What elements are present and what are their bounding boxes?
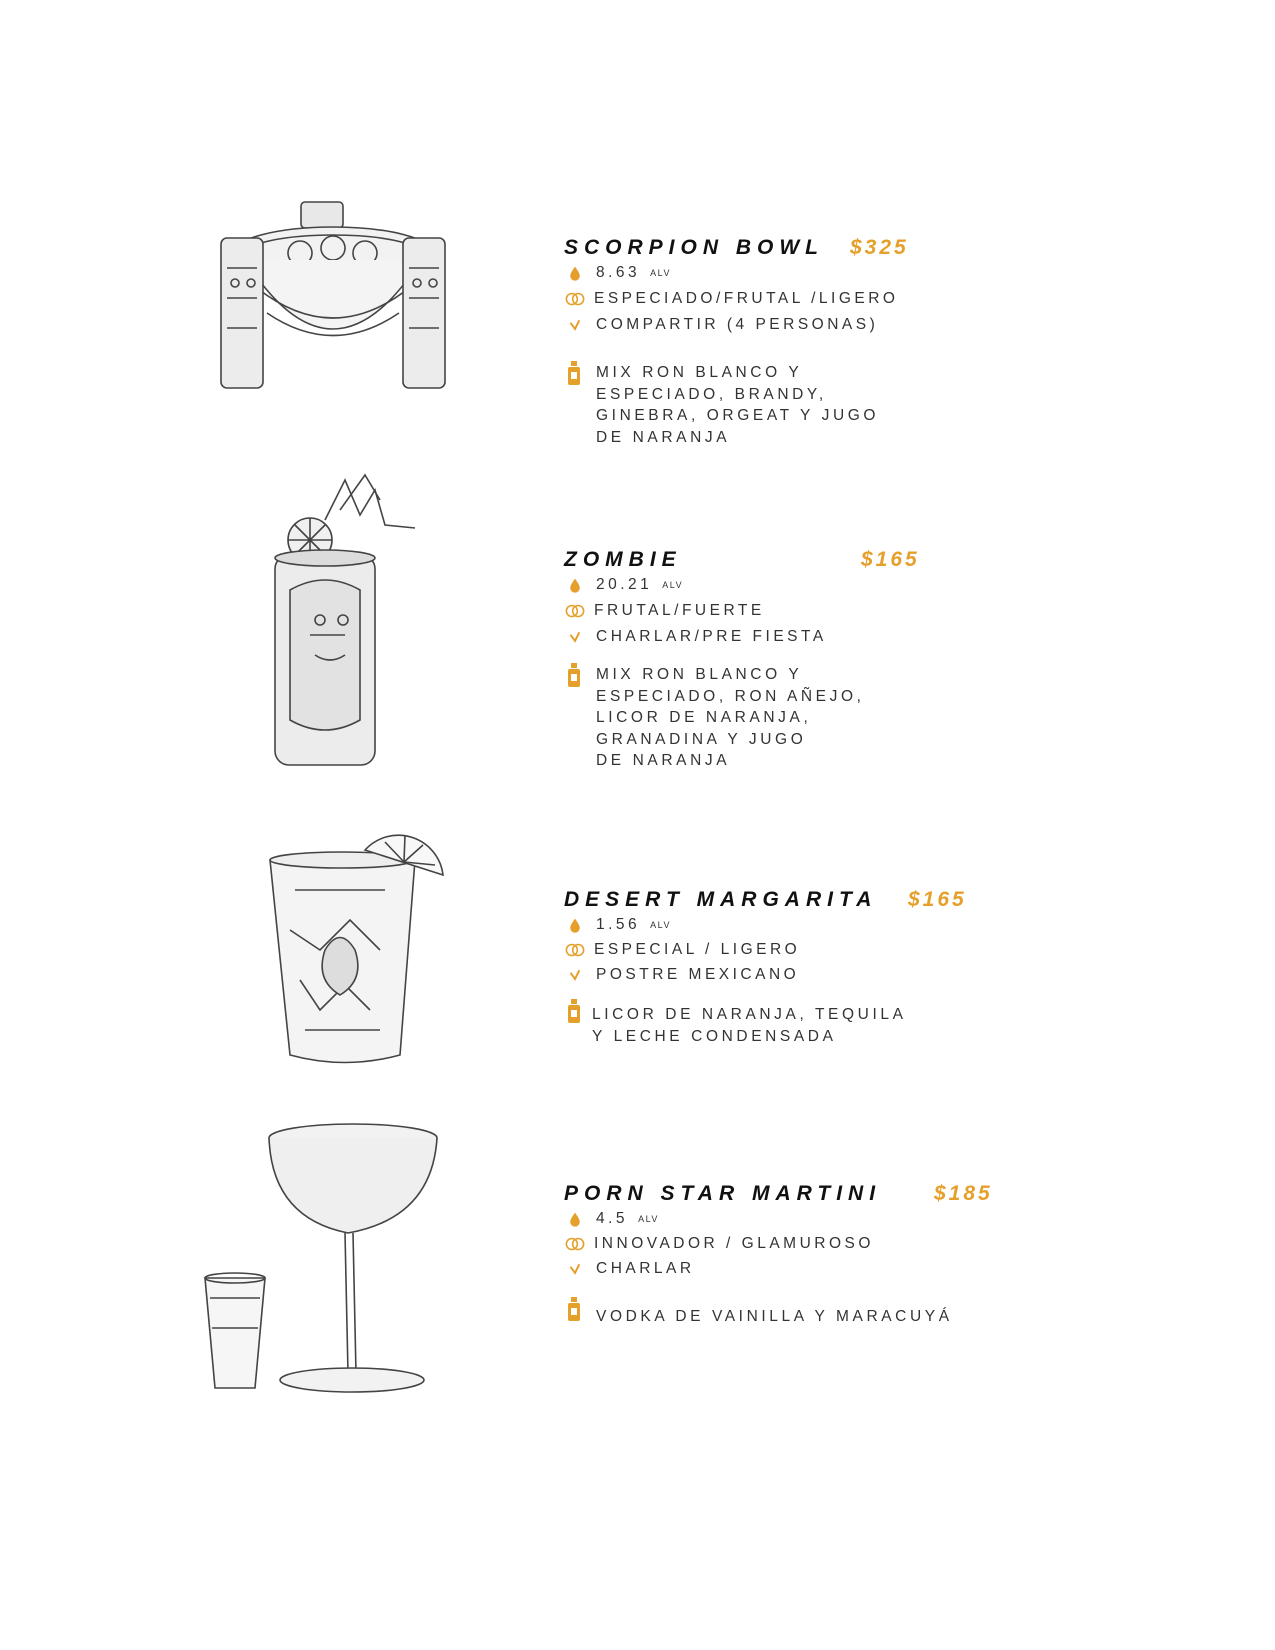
flavor-profile: ESPECIADO/FRUTAL /LIGERO: [594, 290, 899, 307]
bottle-icon: [564, 1296, 586, 1322]
item-price: $165: [861, 548, 920, 571]
abv-value: 4.5: [596, 1210, 629, 1227]
ingredients: VODKA DE VAINILLA Y MARACUYÁ: [596, 1308, 953, 1325]
menu-item-desert-margarita: [564, 888, 1034, 1058]
item-price: $165: [908, 888, 967, 911]
item-name: PORN STAR MARTINI: [564, 1182, 882, 1205]
drop-icon: [564, 914, 586, 936]
occasion: CHARLAR/PRE FIESTA: [596, 628, 827, 645]
item-name: DESERT MARGARITA: [564, 888, 878, 911]
desert-margarita-illustration: [265, 820, 455, 1070]
linked-rings-icon: [564, 1233, 586, 1255]
linked-rings-icon: [564, 939, 586, 961]
occasion: POSTRE MEXICANO: [596, 966, 800, 983]
occasion: CHARLAR: [596, 1260, 695, 1277]
flavor-profile: FRUTAL/FUERTE: [594, 602, 765, 619]
occasion: COMPARTIR (4 PERSONAS): [596, 316, 879, 333]
check-icon: [564, 626, 586, 648]
bottle-icon: [564, 662, 586, 688]
abv-unit: ALV: [638, 1214, 659, 1224]
item-price: $325: [850, 236, 909, 259]
drop-icon: [564, 262, 586, 284]
item-name: ZOMBIE: [564, 548, 682, 571]
bottle-icon: [564, 360, 586, 386]
ingredients: MIX RON BLANCO Y ESPECIADO, RON AÑEJO, LICOR DE NARANJA, GRANADINA Y JUGO DE NARANJA: [596, 666, 865, 769]
linked-rings-icon: [564, 288, 586, 310]
ingredients: MIX RON BLANCO Y ESPECIADO, BRANDY, GINEBRA, ORGEAT Y JUGO DE NARANJA: [596, 364, 880, 446]
menu-item-scorpion-bowl: [564, 236, 1034, 451]
item-price: $185: [934, 1182, 993, 1205]
menu-item-porn-star-martini: [564, 1182, 1034, 1342]
porn-star-martini-illustration: [200, 1118, 445, 1398]
menu-item-zombie: [564, 548, 1034, 778]
check-icon: [564, 1258, 586, 1280]
abv-value: 1.56: [596, 916, 641, 933]
zombie-tiki-illustration: [265, 470, 435, 780]
linked-rings-icon: [564, 600, 586, 622]
drop-icon: [564, 1208, 586, 1230]
bottle-icon: [564, 998, 586, 1024]
abv-value: 20.21: [596, 576, 653, 593]
check-icon: [564, 314, 586, 336]
scorpion-bowl-illustration: [205, 198, 465, 398]
drop-icon: [564, 574, 586, 596]
ingredients: LICOR DE NARANJA, TEQUILA Y LECHE CONDENSADA: [592, 1006, 907, 1045]
flavor-profile: ESPECIAL / LIGERO: [594, 941, 801, 958]
flavor-profile: INNOVADOR / GLAMUROSO: [594, 1235, 874, 1252]
abv-value: 8.63: [596, 264, 641, 281]
abv-unit: ALV: [650, 268, 672, 278]
abv-unit: ALV: [650, 920, 672, 930]
check-icon: [564, 964, 586, 986]
abv-unit: ALV: [662, 580, 684, 590]
item-name: SCORPION BOWL: [564, 236, 824, 259]
